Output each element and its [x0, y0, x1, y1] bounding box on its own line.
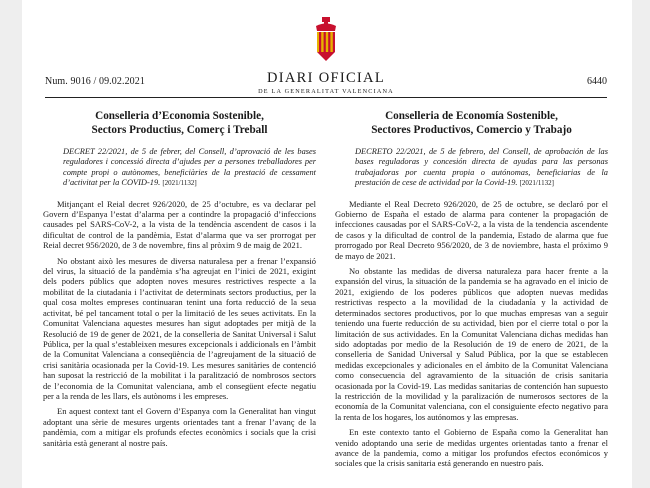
summary-reference: [2021/1132] — [162, 179, 197, 188]
column-spanish — [335, 108, 608, 474]
heading-line-2: Sectors Productius, Comerç i Treball — [91, 123, 268, 136]
summary-text: DECRETO 22/2021, de 5 de febrero, del Consell, de aprobación de las bases reguladoras y concesión directa de ayudas para las personas trabajadoras por cuenta propia o autónomas, beneficiarias de la prestación de cese de actividad por la Covid-19. — [355, 147, 608, 188]
journal-header — [45, 68, 607, 100]
decree-summary — [63, 147, 316, 189]
body-paragraph: No obstante las medidas de diversa naturaleza para hacer frente a la expansión del virus, la situación de la pandemia se ha agravado en el inicio de 2021, exigiendo de los poderes públicos que adopten nuevas medidas restrictivas respecto a la movilidad de la ciudadanía y la actividad de determinados sectores productivos, por lo que muchas empresas van a seguir teniendo una fuerte reducción de su actividad, bien por el cierre total o por la limitación de sus actividades. En la Comunitat Valenciana dichas medidas han sido adoptadas por medio de la Resolución de 19 de enero de 2021, de la conselleria de Sanidad Universal y Salud Pública, por la que se establecen medidas excepcionales y adicionales en el ámbito de la Comunitat Valenciana como consecuencia del agravamiento de la situación de crisis sanitaria ocasionada por la Covid-19. Las medidas sanitarias de contención han supuesto la restricción de la movilidad y la paralización de numerosos sectores de la economía de la Comunitat valenciana, con el consiguiente efecto negativo para la renta de los hogares, los autónomos y las empresas. — [335, 266, 608, 422]
department-heading — [43, 110, 316, 137]
generalitat-logo-icon — [311, 16, 341, 62]
body-paragraph: En aquest context tant el Govern d’Espanya com la Generalitat han vingut adoptant una sèrie de mesures urgents orientades tant a frenar l’avanç de la pandèmia, com a mitigar els profunds efectes econòmics i socials que la crisi sanitària està generant al nostre país. — [43, 406, 316, 448]
body-paragraph: En este contexto tanto el Gobierno de España como la Generalitat han venido adoptando una serie de medidas urgentes orientadas tanto a frenar el avance de la pandemia, como a mitigar los profundos efectos económicos y sociales que la crisis sanitaria está generando en nuestro país. — [335, 427, 608, 469]
column-valencian — [43, 108, 316, 453]
publication-title: DIARI OFICIAL — [267, 70, 385, 86]
body-paragraph: Mitjançant el Reial decret 926/2020, de 25 d’octubre, es va declarar pel Govern d’Espanya l’estat d’alarma per a contindre la propagació d’infeccions causades pel SARS-CoV-2, a la vista de la tendència ascendent de casos i la dificultat de control de la pandèmia, Estat d’alarma que va ser prorrogat per Reial decret 956/2020, de 3 de novembre, fins al pròxim 9 de maig de 2021. — [43, 198, 316, 251]
summary-reference: [2021/1132] — [519, 179, 554, 188]
publication-subtitle: DE LA GENERALITAT VALENCIANA — [258, 88, 394, 95]
page-margin-left — [0, 0, 22, 488]
decree-summary — [355, 147, 608, 189]
decree-body — [335, 199, 608, 469]
issue-number: Num. 9016 / 09.02.2021 — [45, 76, 145, 87]
heading-line-2: Sectores Productivos, Comercio y Trabajo — [371, 123, 572, 136]
page-margin-right — [632, 0, 650, 488]
summary-text: DECRET 22/2021, de 5 de febrer, del Consell, d’aprovació de les bases reguladores i concessió directa d’ajudes per a persones treballadores per compte propi o autònomes, beneficiàries de la prestació de cessament d’activitat per la COVID-19. — [63, 147, 316, 188]
body-paragraph: No obstant això les mesures de diversa naturalesa per a frenar l’expansió del virus, la situació de la pandèmia s’ha agreujat en l’inici de 2021, exigint dels poders públics que adopten noves mesures restrictives respecte a la mobilitat de la ciutadania i l’activitat de determinats sectors productius, per la qual cosa moltes empreses continuaran tenint una forta reducció de la seua activitat, bé pel tancament total o per la limitació de les seues activitats. En la Comunitat Valenciana aquestes mesures han sigut adoptades per mitjà de la Resolució de 19 de gener de 2021, de la conselleria de Sanitat Universal i Salut Pública, per la qual s’estableixen mesures excepcionals i addicionals en l’àmbit de la Comunitat Valenciana a conseqüència de l’agreujament de la situació de crisi sanitària ocasionada per la Covid-19. Les mesures sanitàries de contenció han suposat la restricció de la mobilitat i la paralització de nombrosos sectors de l’economia de la Comunitat valenciana, amb el consegüent efecte negatiu per a la renda de les llars, els autònoms i les empreses. — [43, 255, 316, 401]
heading-line-1: Conselleria de Economía Sostenible, — [385, 110, 558, 122]
decree-body — [43, 199, 316, 448]
body-paragraph: Mediante el Real Decreto 926/2020, de 25 de octubre, se declaró por el Gobierno de España el estado de alarma para contener la propagación de infecciones causadas por el SARS-CoV-2, a la vista de la tendencia ascendente de casos y la dificultad de control de la pandemia, Estado de alarma que fue prorrogado por Real Decreto 956/2020, de 3 de noviembre, hasta el próximo 9 de mayo de 2021. — [335, 198, 608, 261]
page-number: 6440 — [587, 76, 607, 87]
heading-line-1: Conselleria d’Economia Sostenible, — [95, 110, 264, 122]
header-divider — [45, 97, 607, 98]
department-heading — [335, 110, 608, 137]
